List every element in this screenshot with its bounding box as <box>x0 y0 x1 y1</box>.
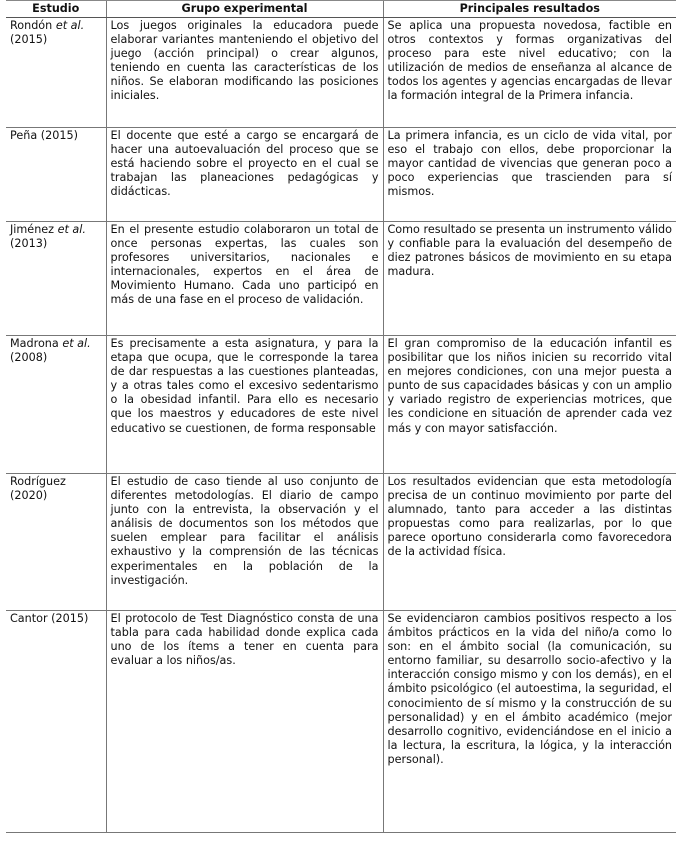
results-cell: Se aplica una propuesta novedosa, factible en otros contextos y formas organizativas del proceso para este nivel educativo; con la utilización de medios de enseñanza al alcance de todos los agentes y agencias encargadas de llevar la formación integral de la Primera infancia. <box>383 18 676 128</box>
study-cell <box>6 474 106 611</box>
table-row <box>6 222 676 336</box>
study-cell <box>6 128 106 222</box>
experimental-cell: El estudio de caso tiende al uso conjunto de diferentes metodologías. El diario de campo junto con la entrevista, la observación y el análisis de documentos son los métodos que suelen emplear para facilitar el análisis exhaustivo y la comprensión de las técnicas experimentales en la población de la investigación. <box>106 474 383 611</box>
study-year: (2008) <box>10 351 48 365</box>
study-author: Peña (2015) <box>10 129 78 142</box>
table-header <box>6 1 676 18</box>
table-row <box>6 474 676 611</box>
results-cell: El gran compromiso de la educación infantil es posibilitar que los niños inicien su recorrido vital en mejores condiciones, con una mejor puesta a punto de sus capacidades básicas y con un amplio y variado registro de experiencias motrices, que les condicione en situación de aprender cada vez más y con mayor satisfacción. <box>383 336 676 474</box>
document-page <box>6 0 676 833</box>
study-author: Rodríguez (2020) <box>10 475 66 503</box>
experimental-cell: En el presente estudio colaboraron un total de once personas expertas, las cuales son profesores universitarios, nacionales e internacionales, expertos en el área de Movimiento Humano. Cada uno participó en más de una fase en el proceso de validación. <box>106 222 383 336</box>
study-etal: et al. <box>57 223 86 236</box>
study-cell <box>6 611 106 833</box>
header-row <box>6 1 676 18</box>
study-author: Madrona <box>10 337 59 350</box>
header-estudio: Estudio <box>6 1 106 18</box>
experimental-cell: El docente que esté a cargo se encargará de hacer una autoevaluación del proceso que se está haciendo sobre el proyecto en el cual se trabajan las planeaciones pedagógicas y didácticas. <box>106 128 383 222</box>
study-author: Cantor (2015) <box>10 612 89 625</box>
table-row <box>6 128 676 222</box>
results-cell: La primera infancia, es un ciclo de vida vital, por eso el trabajo con ellos, debe proporcionar la mayor cantidad de vivencias que generan poco a poco experiencias que trascienden para sí mismos. <box>383 128 676 222</box>
table-row <box>6 336 676 474</box>
experimental-cell: Es precisamente a esta asignatura, y para la etapa que ocupa, que le corresponde la tarea de dar respuestas a las cuestiones planteadas, y a otras tales como el excesivo sedentarismo o la obesidad infantil. Para ello es necesario que los maestros y educadores de este nivel educativo se cuestionen, de forma responsable <box>106 336 383 474</box>
results-cell: Los resultados evidencian que esta metodología precisa de un continuo movimiento por parte del alumnado, tanto para acceder a las distintas propuestas como para realizarlas, por lo que parece oportuno considerarla como favorecedora de la actividad física. <box>383 474 676 611</box>
table-row <box>6 18 676 128</box>
table-row <box>6 611 676 833</box>
header-grupo-experimental: Grupo experimental <box>106 1 383 18</box>
results-cell: Como resultado se presenta un instrumento válido y confiable para la evaluación del desempeño de diez patrones básicos de movimiento en su etapa madura. <box>383 222 676 336</box>
results-cell: Se evidenciaron cambios positivos respecto a los ámbitos prácticos en la vida del niño/a como lo son: en el ámbito social (la comunicación, su entorno familiar, su desarrollo socio-afectivo y la interacción consigo mismo y con los demás), en el ámbito psicológico (el autoestima, la seguridad, el conocimiento de sí mismo y la construcción de su personalidad) y en el ámbito académico (mejor desarrollo cognitivo, evidenciándose en el inicio a la lectura, la escritura, la lógica, y la interacción personal). <box>383 611 676 833</box>
experimental-cell: Los juegos originales la educadora puede elaborar variantes manteniendo el objetivo del juego (acción principal) o crear algunos, teniendo en cuenta las características de los niños. Se elaboran modificando las posiciones iniciales. <box>106 18 383 128</box>
study-cell <box>6 336 106 474</box>
study-author: Jiménez <box>10 223 55 236</box>
studies-table <box>6 0 676 833</box>
study-year: (2015) <box>10 33 48 47</box>
study-etal: et al. <box>62 337 91 350</box>
study-cell <box>6 222 106 336</box>
study-author: Rondón <box>10 19 53 32</box>
study-year: (2013) <box>10 237 48 251</box>
study-etal: et al. <box>55 19 85 32</box>
table-body <box>6 18 676 833</box>
study-cell <box>6 18 106 128</box>
experimental-cell: El protocolo de Test Diagnóstico consta de una tabla para cada habilidad donde explica cada uno de los ítems a tener en cuenta para evaluar a los niños/as. <box>106 611 383 833</box>
header-principales-resultados: Principales resultados <box>383 1 676 18</box>
